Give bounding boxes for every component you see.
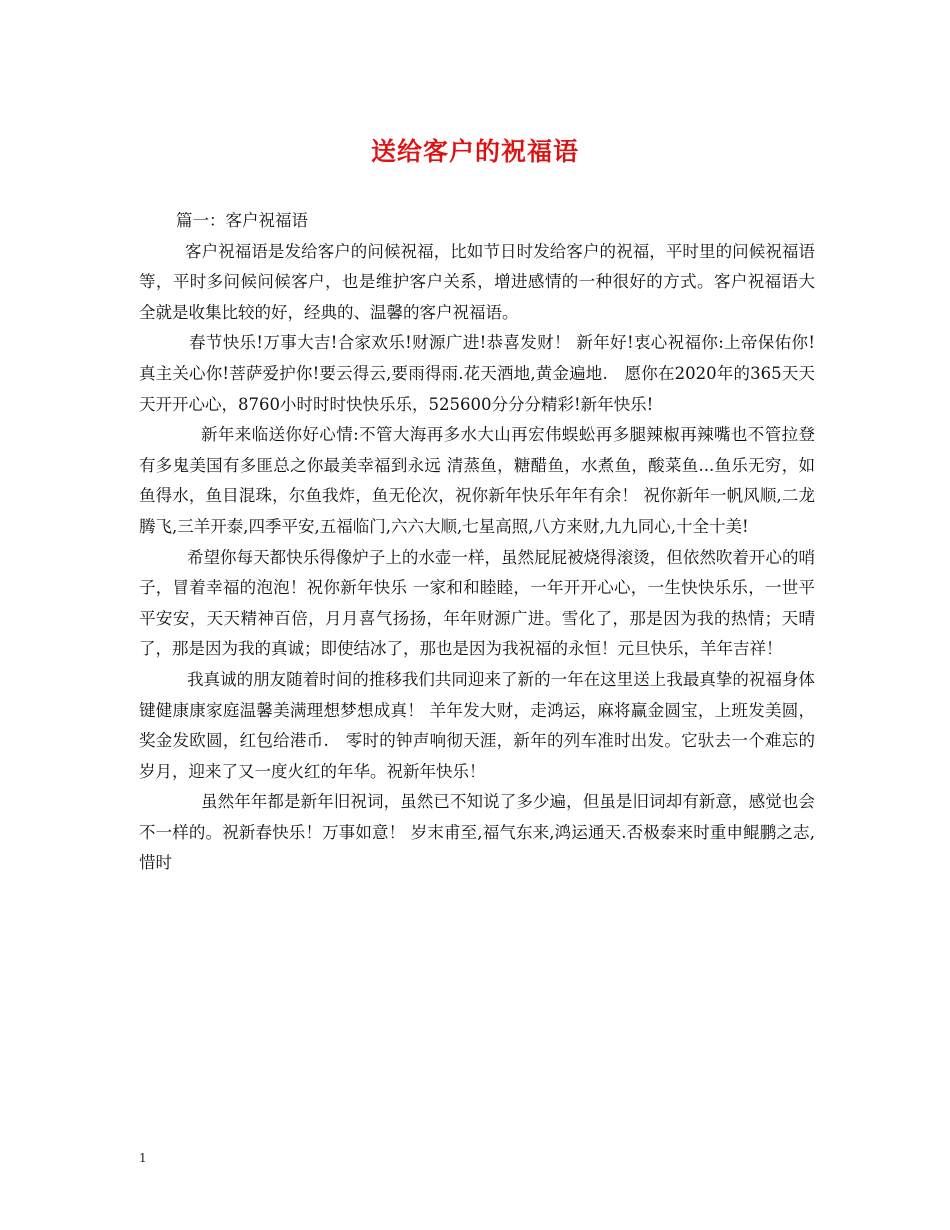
paragraph-spring-festival: 春节快乐!万事大吉!合家欢乐!财源广进!恭喜发财！ 新年好!衷心祝福你:上帝保佑你!真主关心你!菩萨爱护你!要云得云,要雨得雨.花天酒地,黄金遍地. 愿你在2020年的365天天天开开心心，8760小时时时快快乐乐，525600分分分精彩!新年快乐! — [139, 333, 815, 414]
document-body — [139, 206, 815, 879]
page-number: 1 — [139, 1151, 147, 1165]
paragraph-new-year-mood: 新年来临送你好心情:不管大海再多水大山再宏伟蜈蚣再多腿辣椒再辣嘴也不管拉登有多鬼美国有多匪总之你最美幸福到永远 清蒸鱼，糖醋鱼，水煮鱼，酸菜鱼...鱼乐无穷，如鱼得水，鱼目混珠，尔鱼我炸，鱼无伦次，祝你新年快乐年年有余！ 祝你新年一帆风顺,二龙腾飞,三羊开泰,四季平安,五福临门,六六大顺,七星高照,八方来财,九九同心,十全十美! — [139, 425, 815, 536]
paragraph-intro: 客户祝福语是发给客户的问候祝福，比如节日时发给客户的祝福，平时里的问候祝福语等，平时多问候问候客户，也是维护客户关系，增进感情的一种很好的方式。客户祝福语大全就是收集比较的好，经典的、温馨的客户祝福语。 — [139, 241, 815, 322]
document-title: 送给客户的祝福语 — [370, 137, 579, 166]
paragraph-sincere-friend: 我真诚的朋友随着时间的推移我们共同迎来了新的一年在这里送上我最真挚的祝福身体键健康康家庭温馨美满理想梦想成真！ 羊年发大财，走鸿运，麻将赢金圆宝，上班发美圆，奖金发欧圆，红包给港币. 零时的钟声响彻天涯，新年的列车准时出发。它驮去一个难忘的岁月，迎来了又一度火红的年华。祝新年快乐！ — [139, 669, 815, 781]
section-heading: 篇一：客户祝福语 — [176, 211, 308, 230]
paragraph-old-words: 虽然年年都是新年旧祝词，虽然已不知说了多少遍，但虽是旧词却有新意，感觉也会不一样的。祝新春快乐！万事如意！ 岁末甫至,福气东来,鸿运通天.否极泰来时重申鲲鹏之志,惜时 — [139, 792, 815, 873]
paragraph-kettle-wish: 希望你每天都快乐得像炉子上的水壶一样，虽然屁屁被烧得滚烫，但依然吹着开心的哨子，冒着幸福的泡泡！祝你新年快乐 一家和和睦睦，一年开开心心，一生快快乐乐，一世平平安安，天天精神百倍，月月喜气扬扬，年年财源广进。雪化了，那是因为我的热情；天晴了，那是因为我的真诚；即使结冰了，那也是因为我祝福的永恒！元旦快乐，羊年吉祥！ — [139, 547, 815, 659]
